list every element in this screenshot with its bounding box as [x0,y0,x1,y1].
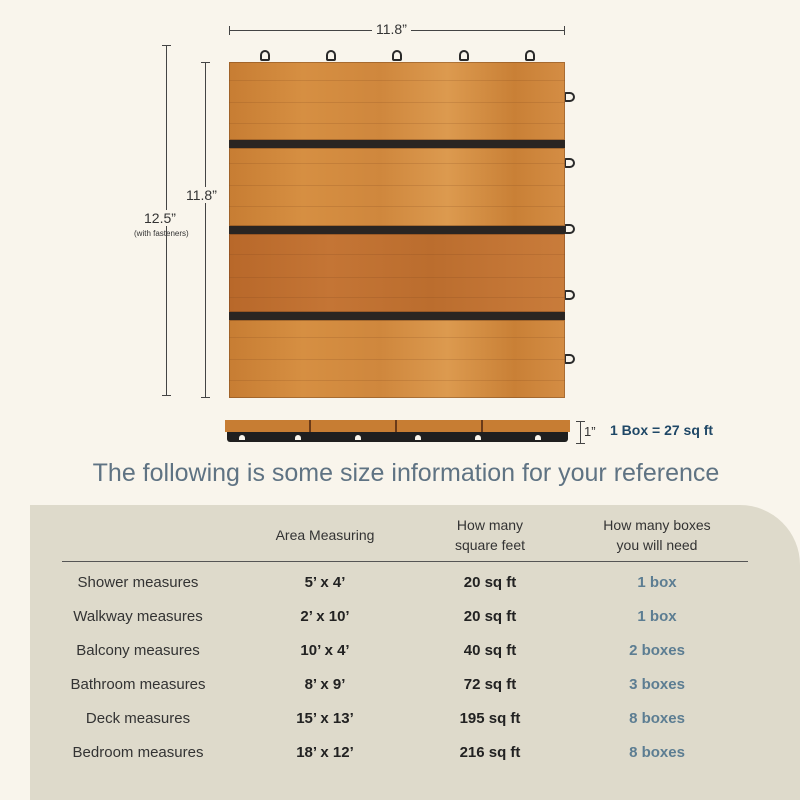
header-boxes-line1: How many boxes [603,517,711,533]
row-boxes: 1 box [637,608,677,625]
header-boxes-line2: you will need [616,537,698,553]
width-label: 11.8” [372,21,411,37]
deck-tile-image [229,62,565,398]
header-boxes [577,515,737,555]
row-boxes: 3 boxes [629,676,685,693]
header-area-label: Area Measuring [275,527,375,543]
plank-3 [229,234,565,312]
row-name: Bathroom measures [70,676,206,693]
row-sqft: 216 sq ft [459,744,521,761]
header-area [245,525,405,545]
row-name: Bedroom measures [72,744,204,761]
row-name: Deck measures [85,710,191,727]
fastener-note: (with fasteners) [134,229,189,238]
row-sqft: 72 sq ft [463,676,517,693]
row-boxes: 8 boxes [629,744,685,761]
plank-4 [229,320,565,398]
plank-2 [229,148,565,226]
row-area: 5’ x 4’ [304,574,346,591]
row-sqft: 40 sq ft [463,642,517,659]
box-coverage-info: 1 Box = 27 sq ft [610,422,714,438]
row-area: 15’ x 13’ [296,710,354,727]
row-area: 18’ x 12’ [296,744,354,761]
row-boxes: 2 boxes [629,642,685,659]
row-boxes: 8 boxes [629,710,685,727]
height-label: 11.8” [182,187,221,203]
row-name: Shower measures [77,574,199,591]
row-sqft: 20 sq ft [463,574,517,591]
row-name: Walkway measures [73,608,203,625]
row-sqft: 195 sq ft [459,710,521,727]
row-area: 8’ x 9’ [304,676,346,693]
row-name: Balcony measures [76,642,200,659]
row-sqft: 20 sq ft [463,608,517,625]
row-boxes: 1 box [637,574,677,591]
thickness-label: 1” [584,424,596,439]
row-area: 10’ x 4’ [300,642,350,659]
fastener-height-label: 12.5” [140,210,180,226]
page-heading: The following is some size information for your reference [92,459,720,487]
plank-1 [229,62,565,140]
table-divider [62,561,748,562]
deck-tile-side-view [225,420,570,444]
header-sqft-line2: square feet [454,537,526,553]
row-area: 2’ x 10’ [300,608,350,625]
header-sqft [410,515,570,555]
header-sqft-line1: How many [456,517,524,533]
